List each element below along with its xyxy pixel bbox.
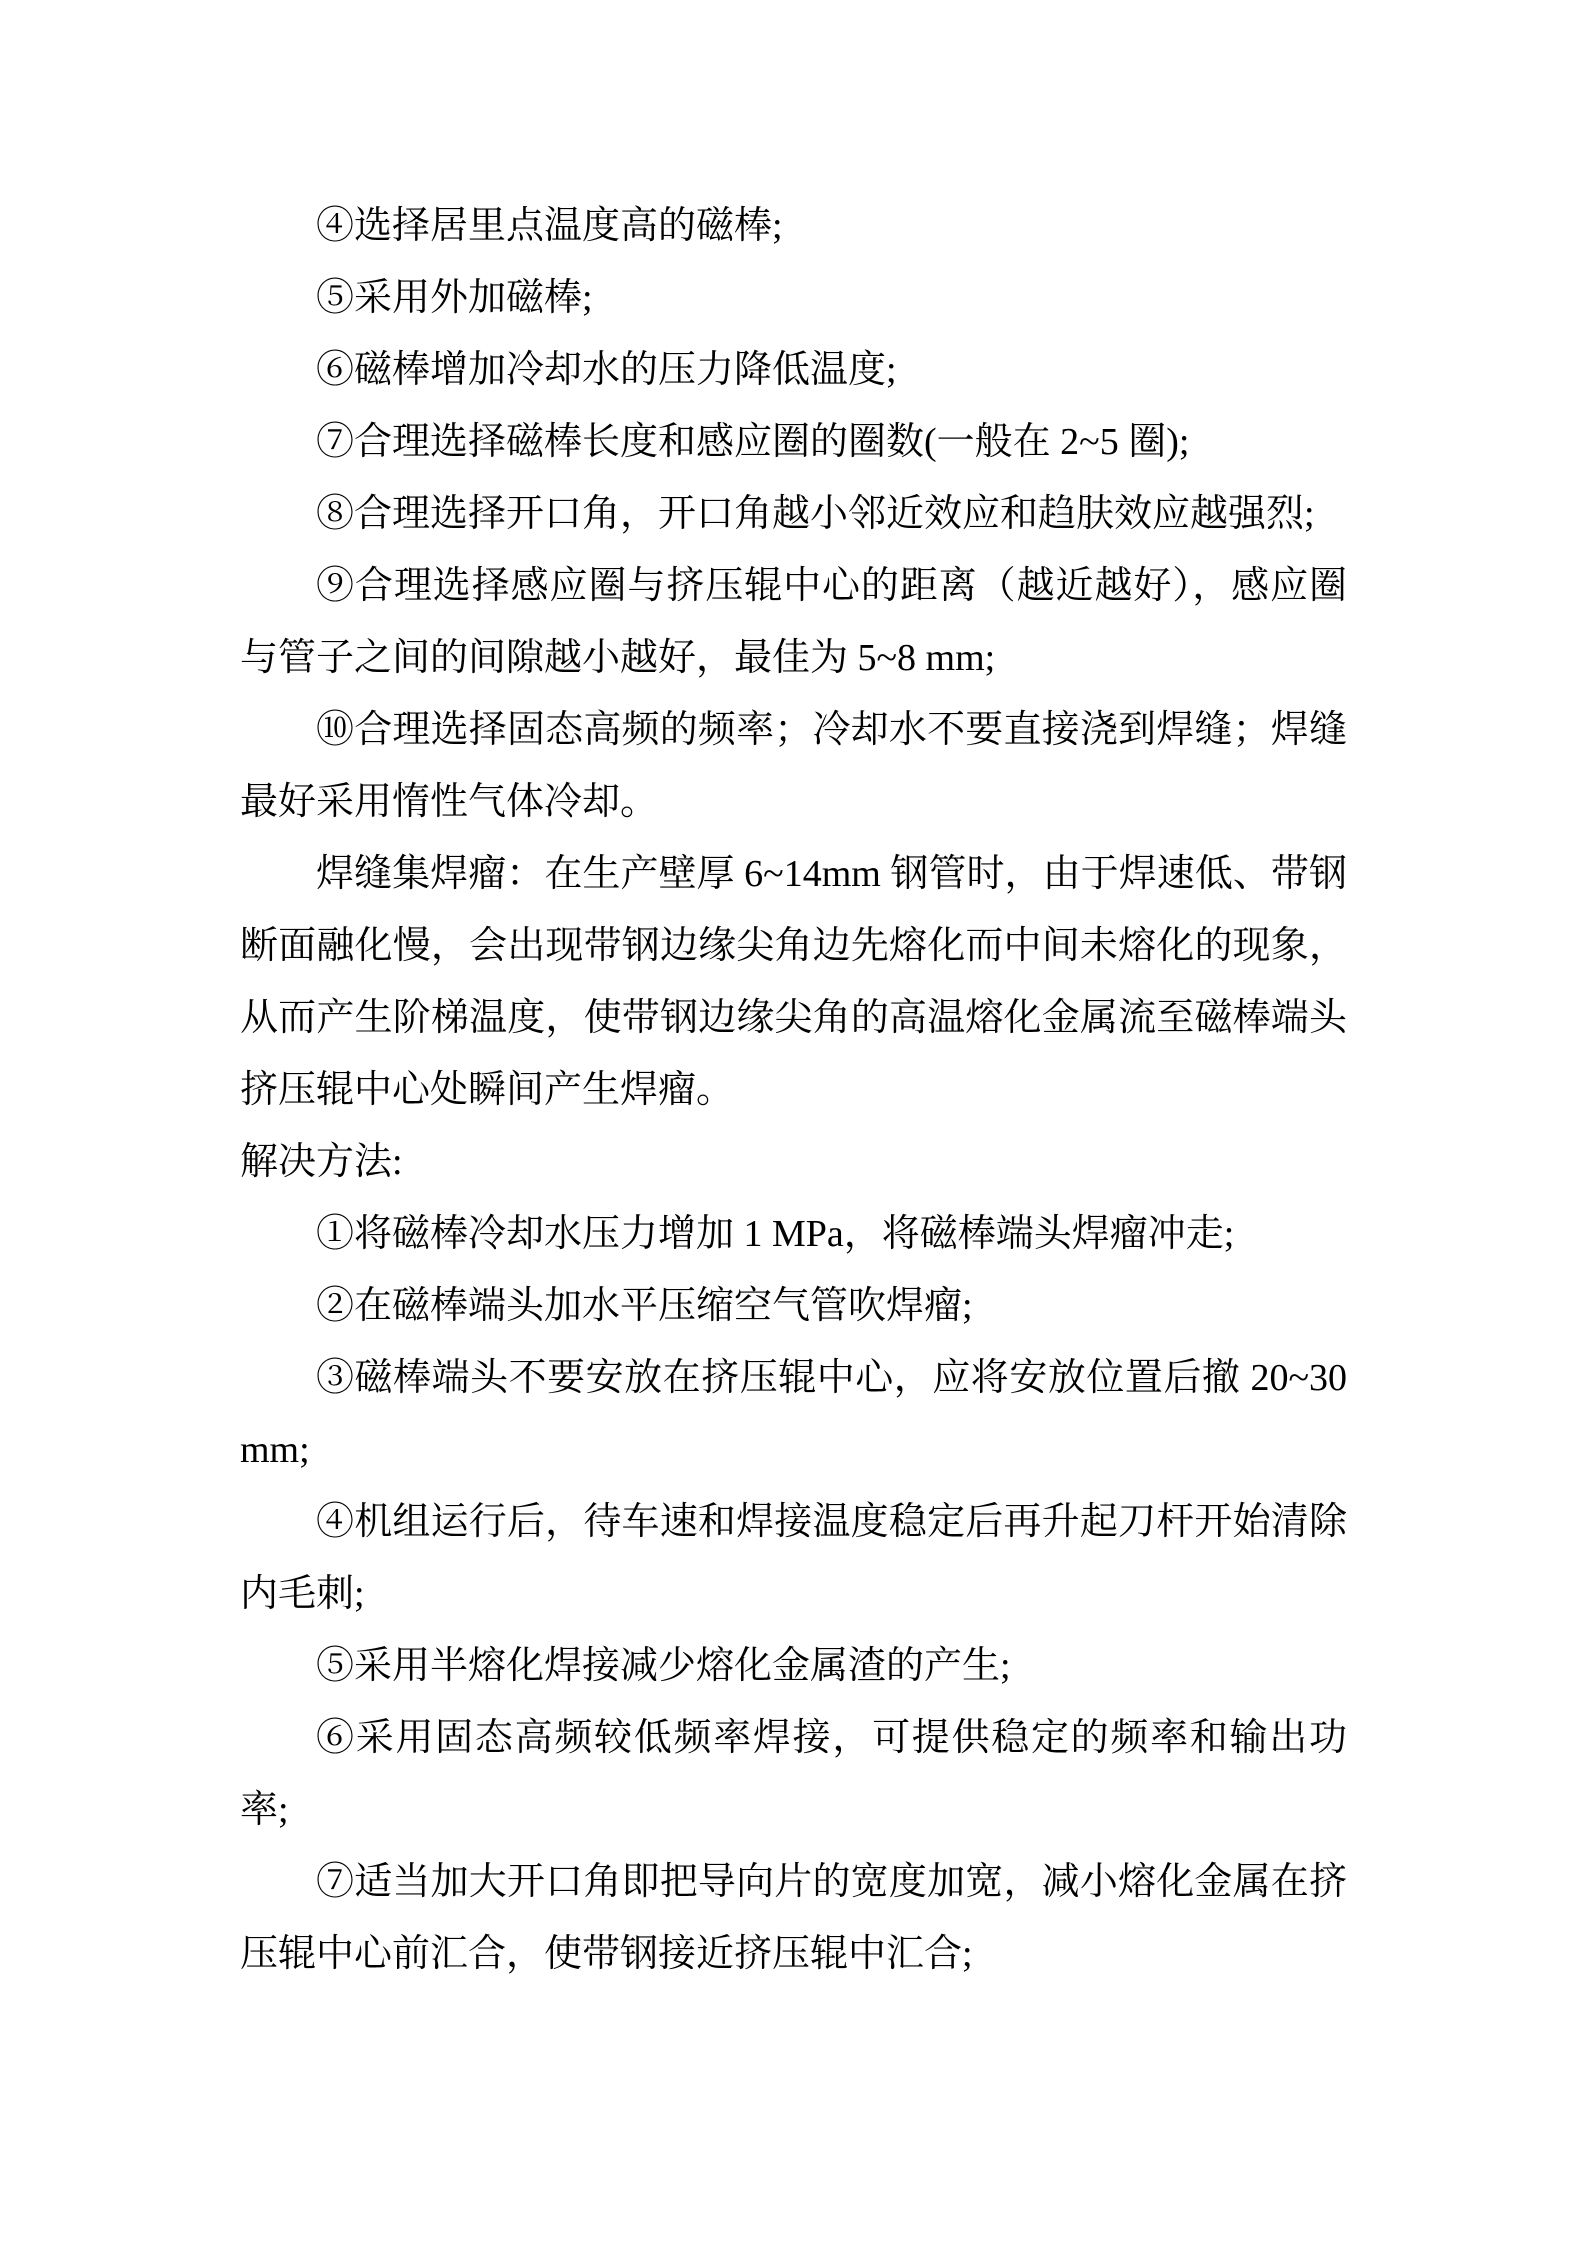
- text-line: ④机组运行后，待车速和焊接温度稳定后再升起刀杆开始清除: [316, 1501, 1347, 1543]
- page-text-content: [240, 190, 1347, 1990]
- paragraph: [240, 1630, 1347, 1702]
- text-line: 与管子之间的间隙越小越好，最佳为 5~8 mm;: [240, 637, 996, 679]
- text-line: ⑦适当加大开口角即把导向片的宽度加宽，减小熔化金属在挤: [316, 1861, 1347, 1903]
- paragraph: [240, 262, 1347, 334]
- text-line: 从而产生阶梯温度，使带钢边缘尖角的高温熔化金属流至磁棒端头: [240, 997, 1347, 1039]
- text-line: ③磁棒端头不要安放在挤压辊中心，应将安放位置后撤 20~30: [316, 1357, 1347, 1399]
- paragraph: [240, 838, 1347, 1126]
- text-line: 挤压辊中心处瞬间产生焊瘤。: [240, 1069, 735, 1111]
- paragraph: [240, 1126, 1347, 1198]
- paragraph: [240, 190, 1347, 262]
- paragraph: [240, 1486, 1347, 1630]
- text-line: 解决方法:: [240, 1141, 403, 1183]
- text-line: ⑥磁棒增加冷却水的压力降低温度;: [316, 349, 897, 391]
- paragraph: [240, 1198, 1347, 1270]
- text-line: ⑩合理选择固态高频的频率；冷却水不要直接浇到焊缝；焊缝: [316, 709, 1347, 751]
- text-line: ⑤采用外加磁棒;: [316, 277, 593, 319]
- text-line: ⑥采用固态高频较低频率焊接，可提供稳定的频率和输出功: [316, 1717, 1347, 1759]
- paragraph: [240, 1270, 1347, 1342]
- text-line: ⑤采用半熔化焊接减少熔化金属渣的产生;: [316, 1645, 1011, 1687]
- paragraph: [240, 334, 1347, 406]
- text-line: ①将磁棒冷却水压力增加 1 MPa，将磁棒端头焊瘤冲走;: [316, 1213, 1235, 1255]
- text-line: 最好采用惰性气体冷却。: [240, 781, 659, 823]
- text-line: ⑧合理选择开口角，开口角越小邻近效应和趋肤效应越强烈;: [316, 493, 1315, 535]
- text-line: ④选择居里点温度高的磁棒;: [316, 205, 783, 247]
- text-line: ⑨合理选择感应圈与挤压辊中心的距离（越近越好），感应圈: [316, 565, 1347, 607]
- text-line: ②在磁棒端头加水平压缩空气管吹焊瘤;: [316, 1285, 973, 1327]
- text-line: 断面融化慢，会出现带钢边缘尖角边先熔化而中间未熔化的现象，: [240, 925, 1347, 967]
- text-line: mm;: [240, 1429, 310, 1471]
- paragraph: [240, 1342, 1347, 1486]
- paragraph: [240, 406, 1347, 478]
- text-line: 率;: [240, 1789, 289, 1831]
- text-line: 压辊中心前汇合，使带钢接近挤压辊中汇合;: [240, 1933, 973, 1975]
- paragraph: [240, 1702, 1347, 1846]
- paragraph: [240, 550, 1347, 694]
- paragraph: [240, 1846, 1347, 1990]
- paragraph: [240, 478, 1347, 550]
- paragraph: [240, 694, 1347, 838]
- text-line: 内毛刺;: [240, 1573, 365, 1615]
- text-line: 焊缝集焊瘤：在生产壁厚 6~14mm 钢管时，由于焊速低、带钢: [316, 853, 1347, 895]
- text-line: ⑦合理选择磁棒长度和感应圈的圈数(一般在 2~5 圈);: [316, 421, 1190, 463]
